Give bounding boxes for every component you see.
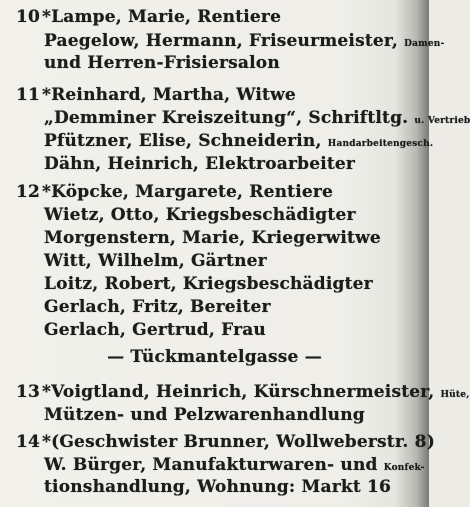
entry-13-line-2	[44, 404, 365, 426]
entry-11-line-4	[44, 153, 355, 175]
entry-text: Gerlach, Fritz, Bereiter	[44, 297, 271, 317]
entry-12-line-2	[44, 204, 356, 226]
house-number: 13	[16, 382, 41, 402]
entry-text: *(Geschwister Brunner, Wollweberstr. 8)	[42, 432, 435, 452]
entry-text: Dähn, Heinrich, Elektroarbeiter	[44, 154, 356, 174]
house-number: 11	[16, 85, 41, 105]
entry-small-text: Handarbeitengesch.	[327, 139, 434, 149]
entry-text: *Voigtland, Heinrich, Kürschnermeister,	[42, 382, 435, 402]
entry-small-text: Konfek-	[383, 463, 425, 473]
entry-12-line-6	[44, 296, 271, 318]
entry-small-text: u. Vertrieb	[414, 116, 470, 126]
entry-text: *Lampe, Marie, Rentiere	[42, 7, 282, 27]
entry-12-line-3	[44, 227, 381, 249]
street-heading-text: — Tückmantelgasse —	[107, 347, 322, 367]
entry-12-line-1	[16, 181, 333, 203]
entry-text: Witt, Wilhelm, Gärtner	[44, 251, 267, 271]
house-number: 12	[16, 182, 41, 202]
entry-13-line-1	[16, 381, 470, 406]
entry-text: Mützen- und Pelzwarenhandlung	[44, 405, 365, 425]
house-number: 10	[16, 7, 41, 27]
entry-11-line-2	[44, 107, 470, 132]
entry-text: *Reinhard, Martha, Witwe	[42, 85, 296, 105]
entry-10-line-3	[44, 52, 280, 74]
entry-text: Morgenstern, Marie, Kriegerwitwe	[44, 228, 381, 248]
entry-12-line-7	[44, 319, 266, 341]
entry-text: *Köpcke, Margarete, Rentiere	[42, 182, 334, 202]
entry-11-line-3	[44, 130, 433, 155]
house-number: 14	[16, 432, 41, 452]
entry-text: tionshandlung, Wohnung: Markt 16	[44, 477, 392, 497]
entry-small-text: Damen-	[404, 39, 445, 49]
entry-text: Paegelow, Hermann, Friseurmeister,	[44, 31, 398, 51]
entry-text: W. Bürger, Manufakturwaren- und	[44, 455, 378, 475]
entry-text: und Herren-Frisiersalon	[44, 53, 280, 73]
entry-12-line-5	[44, 273, 373, 295]
entry-text: Wietz, Otto, Kriegsbeschädigter	[44, 205, 356, 225]
entry-12-line-4	[44, 250, 267, 272]
entry-text: Loitz, Robert, Kriegsbeschädigter	[44, 274, 373, 294]
entry-14-line-1	[16, 431, 435, 453]
entry-text: „Demminer Kreiszeitung“, Schriftltg.	[44, 108, 409, 128]
street-heading	[0, 346, 429, 368]
entry-11-line-1	[16, 84, 296, 106]
entry-text: Pfützner, Elise, Schneiderin,	[44, 131, 322, 151]
entry-text: Gerlach, Gertrud, Frau	[44, 320, 266, 340]
entry-small-text: Hüte,	[440, 390, 470, 400]
entry-10-line-1	[16, 6, 281, 28]
entry-14-line-3	[44, 476, 391, 498]
